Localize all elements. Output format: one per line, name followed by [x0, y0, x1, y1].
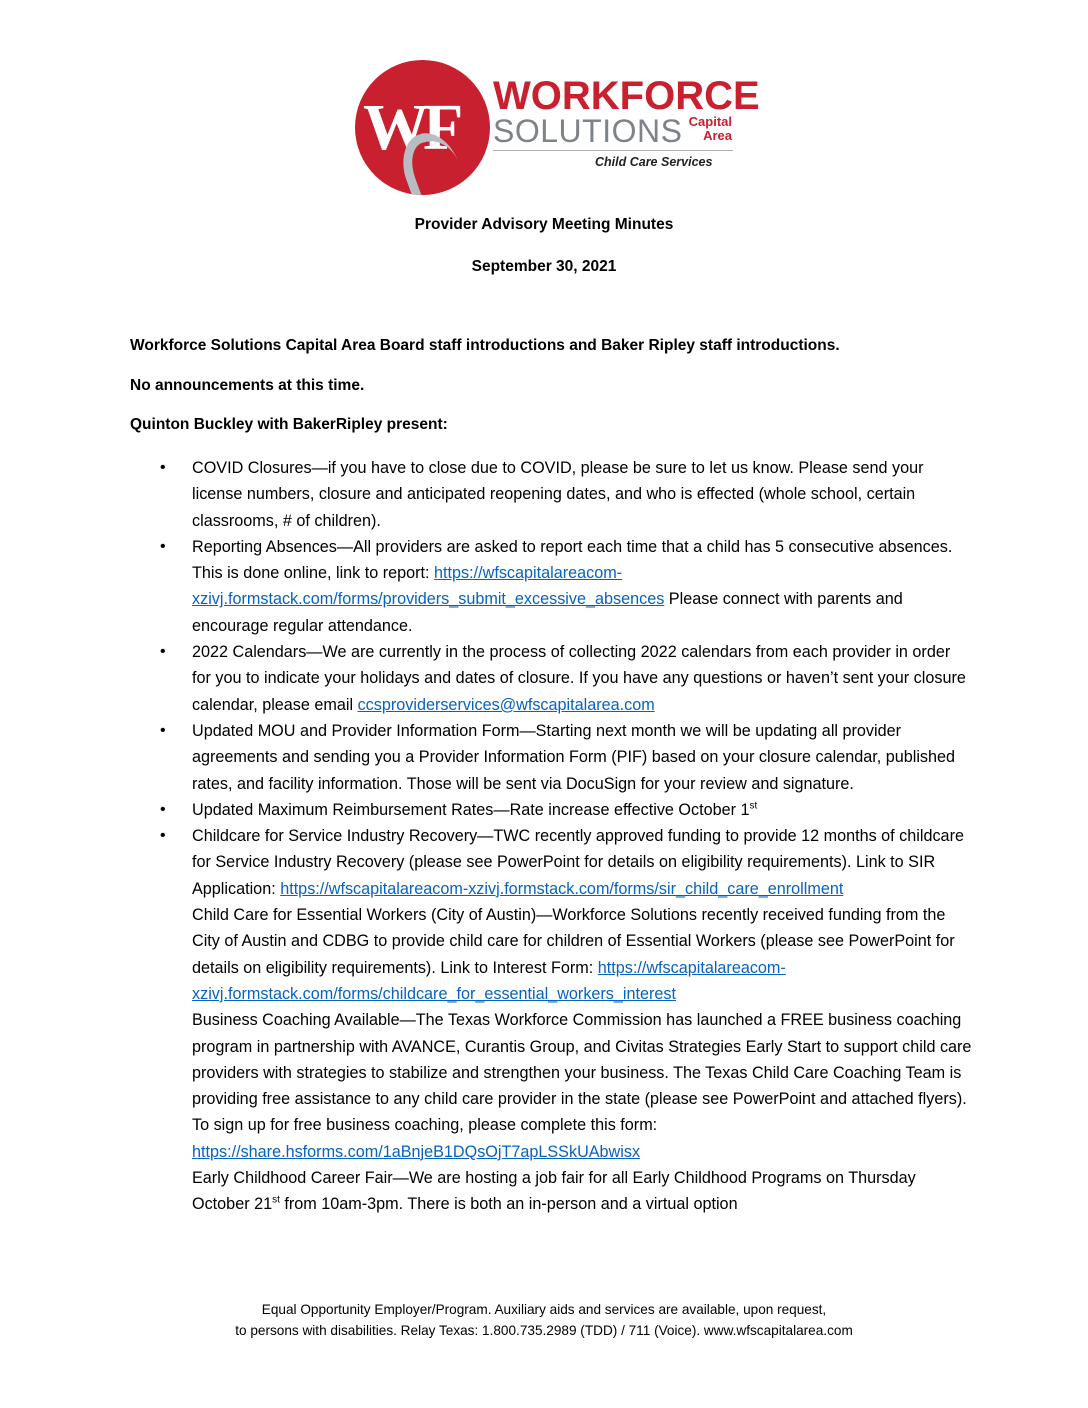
- document-date: September 30, 2021: [471, 258, 617, 275]
- intro-staff-introductions: Workforce Solutions Capital Area Board staff introductions and Baker Ripley staff introductions.: [130, 337, 840, 354]
- logo-subtitle: Child Care Services: [595, 155, 713, 169]
- mou-text: Updated MOU and Provider Information Form—Starting next month we will be updating all provider agreements and sending you a Provider Information Form (PIF) based on your closure calendar, published rates, and facility information. Those will be sent via DocuSign for your review and signature.: [192, 721, 956, 793]
- list-item-covid-closures: [192, 455, 972, 534]
- coaching-text: Business Coaching Available—The Texas Workforce Commission has launched a FREE business coaching program in partnership with AVANCE, Curantis Group, and Civitas Strategies Early Start to support child care providers with strategies to stabilize and strengthen your business. The Texas Child Care Coaching Team is providing free assistance to any child care provider in the state (please see PowerPoint and attached flyers). To sign up for free business coaching, please complete this form:: [192, 1011, 972, 1135]
- intro-presenter: Quinton Buckley with BakerRipley present:: [130, 416, 448, 433]
- logo-solutions: SOLUTIONS: [493, 113, 683, 149]
- career-fair-text-cont: from 10am-3pm. There is both an in-person and a virtual option: [279, 1195, 738, 1214]
- intro-announcements: No announcements at this time.: [130, 377, 365, 394]
- absences-text: Reporting Absences—All providers are asked to report each time that a child has 5 consecutive absences. This is done online, link to report:: [192, 537, 953, 583]
- list-item-reimbursement-rates: [192, 797, 972, 823]
- essential-workers-interest-link[interactable]: https://wfscapitalareacom-xzivj.formstack.com/forms/childcare_for_essential_workers_interest: [192, 958, 786, 1003]
- list-item-2022-calendars: [192, 639, 972, 718]
- sir-application-link[interactable]: https://wfscapitalareacom-xzivj.formstack.com/forms/sir_child_care_enrollment: [280, 879, 844, 898]
- logo-emblem: [355, 60, 490, 195]
- logo-capital: Capital: [688, 114, 732, 129]
- workforce-solutions-logo: [355, 60, 760, 200]
- logo-capital-area: [682, 115, 732, 142]
- logo-divider: [493, 150, 733, 151]
- list-item-essential-workers: [192, 902, 972, 1007]
- list-item-service-industry-recovery: [192, 823, 972, 902]
- document-title: Provider Advisory Meeting Minutes: [414, 216, 674, 233]
- rates-ordinal: st: [749, 800, 758, 812]
- list-item-updated-mou: [192, 718, 972, 797]
- footer-line-2: to persons with disabilities. Relay Texas: 1.800.735.2989 (TDD) / 711 (Voice). www.wfscapitalarea.com: [235, 1323, 853, 1338]
- career-fair-ordinal: st: [272, 1194, 280, 1206]
- list-item-career-fair: [192, 1165, 972, 1218]
- business-coaching-form-link[interactable]: https://share.hsforms.com/1aBnjeB1DQsOjT7apLSSkUAbwisx: [192, 1142, 641, 1161]
- absences-after-text: Please connect with parents and encourage regular attendance.: [192, 590, 903, 635]
- page-footer: [0, 1299, 1088, 1341]
- logo-workforce: WORKFORCE: [493, 74, 760, 118]
- agenda-list: [192, 455, 972, 1218]
- list-item-business-coaching: [192, 1007, 972, 1165]
- absences-report-link[interactable]: https://wfscapitalareacom-xzivj.formstack.com/forms/providers_submit_excessive_absences: [192, 564, 665, 609]
- rates-text: Updated Maximum Reimbursement Rates—Rate increase effective October 1: [192, 800, 750, 819]
- logo-mark: WF: [363, 91, 458, 164]
- provider-services-email-link[interactable]: ccsproviderservices@wfscapitalarea.com: [357, 695, 655, 714]
- footer-line-1: Equal Opportunity Employer/Program. Auxiliary aids and services are available, upon request,: [261, 1302, 827, 1317]
- sir-text: Childcare for Service Industry Recovery—TWC recently approved funding to provide 12 months of childcare for Service Industry Recovery (please see PowerPoint for details on eligibility requirements). Link to SIR Application:: [192, 827, 964, 898]
- calendars-text: 2022 Calendars—We are currently in the process of collecting 2022 calendars from each provider in order for you to indicate your holidays and dates of closure. If you have any questions or haven’t sent your closure calendar, please email: [192, 643, 966, 714]
- career-fair-text: Early Childhood Career Fair—We are hosting a job fair for all Early Childhood Programs on Thursday October 21: [192, 1169, 916, 1214]
- covid-closures-text: COVID Closures—if you have to close due to COVID, please be sure to let us know. Please send your license numbers, closure and anticipated reopening dates, and who is effected (whole school, certain classrooms, # of children).: [192, 459, 924, 530]
- logo-area: Area: [703, 127, 732, 143]
- list-item-reporting-absences: [192, 534, 972, 639]
- essential-text: Child Care for Essential Workers (City of Austin)—Workforce Solutions recently received funding from the City of Austin and CDBG to provide child care for children of Essential Workers (please see PowerPoint for details on eligibility requirements). Link to Interest Form:: [192, 906, 955, 977]
